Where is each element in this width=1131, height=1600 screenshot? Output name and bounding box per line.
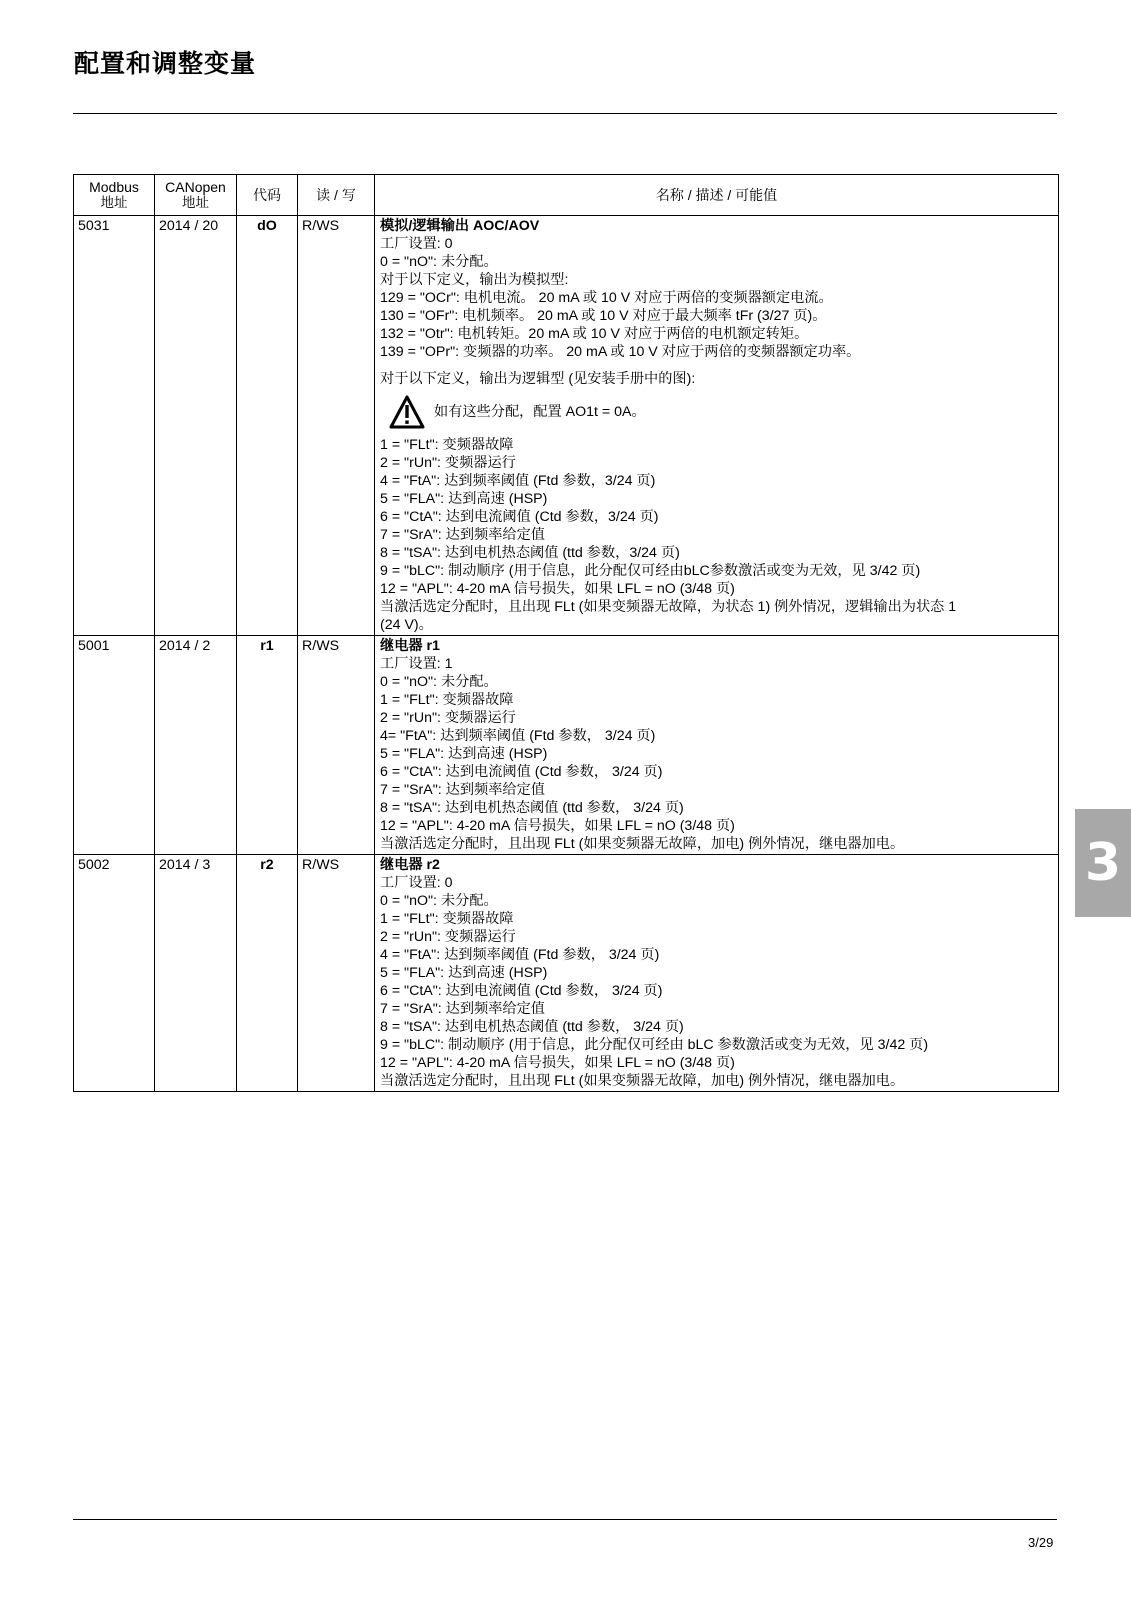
desc-line: 7 = "SrA": 达到频率给定值 [380,527,545,543]
desc-line: 工厂设置: 0 [380,875,453,891]
desc-line: 2 = "rUn": 变频器运行 [380,929,516,945]
desc-line: 6 = "CtA": 达到电流阈值 (Ctd 参数， 3/24 页) [380,764,663,780]
read-write-access: R/WS [298,636,375,855]
desc-line: 1 = "FLt": 变频器故障 [380,437,514,453]
desc-line: 5 = "FLA": 达到高速 (HSP) [380,746,548,762]
desc-line: 8 = "tSA": 达到电机热态阈值 (ttd 参数， 3/24 页) [380,800,684,816]
parameter-code: dO [237,216,298,636]
desc-line: 9 = "bLC": 制动顺序 (用于信息，此分配仅可经由bLC参数激活或变为无效，见 3/42 页) [380,563,921,579]
desc-line: 9 = "bLC": 制动顺序 (用于信息，此分配仅可经由 bLC 参数激活或变为无效，见 3/42 页) [380,1037,929,1053]
desc-line: 1 = "FLt": 变频器故障 [380,692,514,708]
header-modbus-address: Modbus 地址 [74,175,155,216]
canopen-address: 2014 / 3 [155,855,237,1092]
desc-line: 7 = "SrA": 达到频率给定值 [380,782,545,798]
desc-line: 当激活选定分配时，且出现 FLt (如果变频器无故障，加电) 例外情况，继电器加电。 [380,1073,905,1089]
header-read-write: 读 / 写 [298,175,375,216]
desc-line: 130 = "OFr": 电机频率。 20 mA 或 10 V 对应于最大频率 tFr (3/27 页)。 [380,308,827,324]
desc-line: 12 = "APL": 4-20 mA 信号损失，如果 LFL = nO (3/48 页) [380,818,735,834]
desc-line: 当激活选定分配时，且出现 FLt (如果变频器无故障，为状态 1) 例外情况，逻辑输出为状态 1 [380,599,957,615]
desc-line: 1 = "FLt": 变频器故障 [380,911,514,927]
modbus-address: 5001 [74,636,155,855]
desc-line: 12 = "APL": 4-20 mA 信号损失，如果 LFL = nO (3/48 页) [380,1055,735,1071]
read-write-access: R/WS [298,216,375,636]
desc-line: (24 V)。 [380,617,433,633]
parameter-name: 模拟/逻辑输出 AOC/AOV [380,218,540,234]
parameter-name: 继电器 r1 [380,638,440,654]
table-row [74,216,1059,636]
modbus-address: 5031 [74,216,155,636]
desc-line: 5 = "FLA": 达到高速 (HSP) [380,965,548,981]
table-row [74,636,1059,855]
canopen-address: 2014 / 20 [155,216,237,636]
warning-triangle-icon [389,395,425,429]
desc-line: 对于以下定义，输出为模拟型: [380,272,569,288]
table-row [74,855,1059,1092]
desc-line: 工厂设置: 0 [380,236,453,252]
desc-line: 8 = "tSA": 达到电机热态阈值 (ttd 参数， 3/24 页) [380,1019,684,1035]
desc-line: 5 = "FLA": 达到高速 (HSP) [380,491,548,507]
header-rule [73,113,1057,114]
desc-line: 8 = "tSA": 达到电机热态阈值 (ttd 参数，3/24 页) [380,545,680,561]
warning-note [389,390,1054,434]
desc-line: 4= "FtA": 达到频率阈值 (Ftd 参数， 3/24 页) [380,728,656,744]
parameter-code: r2 [237,855,298,1092]
read-write-access: R/WS [298,855,375,1092]
parameter-name: 继电器 r2 [380,857,440,873]
canopen-address: 2014 / 2 [155,636,237,855]
desc-line: 12 = "APL": 4-20 mA 信号损失，如果 LFL = nO (3/48 页) [380,581,735,597]
desc-line: 4 = "FtA": 达到频率阈值 (Ftd 参数， 3/24 页) [380,947,660,963]
desc-line: 2 = "rUn": 变频器运行 [380,710,516,726]
parameter-description [375,216,1059,636]
parameter-code: r1 [237,636,298,855]
footer-rule [73,1519,1057,1520]
desc-line: 工厂设置: 1 [380,656,453,672]
desc-line: 6 = "CtA": 达到电流阈值 (Ctd 参数，3/24 页) [380,509,659,525]
desc-line: 当激活选定分配时，且出现 FLt (如果变频器无故障，加电) 例外情况，继电器加电。 [380,836,905,852]
desc-line: 4 = "FtA": 达到频率阈值 (Ftd 参数，3/24 页) [380,473,656,489]
desc-line: 0 = "nO": 未分配。 [380,674,498,690]
header-description: 名称 / 描述 / 可能值 [375,175,1059,216]
warning-text: 如有这些分配，配置 AO1t = 0A。 [434,404,646,420]
desc-line: 6 = "CtA": 达到电流阈值 (Ctd 参数， 3/24 页) [380,983,663,999]
desc-line: 139 = "OPr": 变频器的功率。 20 mA 或 10 V 对应于两倍的变频器额定功率。 [380,344,861,360]
desc-line: 2 = "rUn": 变频器运行 [380,455,516,471]
modbus-address: 5002 [74,855,155,1092]
parameter-description [375,636,1059,855]
page-title: 配置和调整变量 [74,49,257,78]
desc-line: 132 = "Otr": 电机转矩。20 mA 或 10 V 对应于两倍的电机额定转矩。 [380,326,809,342]
desc-line: 对于以下定义，输出为逻辑型 (见安装手册中的图): [380,371,696,387]
parameter-table [73,174,1059,1092]
desc-line: 129 = "OCr": 电机电流。 20 mA 或 10 V 对应于两倍的变频器额定电流。 [380,290,833,306]
spacer [380,361,1054,370]
header-code: 代码 [237,175,298,216]
table-header-row [74,175,1059,216]
page-number: 3/29 [1028,1535,1054,1550]
desc-line: 0 = "nO": 未分配。 [380,893,498,909]
desc-line: 7 = "SrA": 达到频率给定值 [380,1001,545,1017]
desc-line: 0 = "nO": 未分配。 [380,254,498,270]
parameter-description [375,855,1059,1092]
header-canopen-address: CANopen 地址 [155,175,237,216]
chapter-tab: 3 [1075,809,1131,917]
